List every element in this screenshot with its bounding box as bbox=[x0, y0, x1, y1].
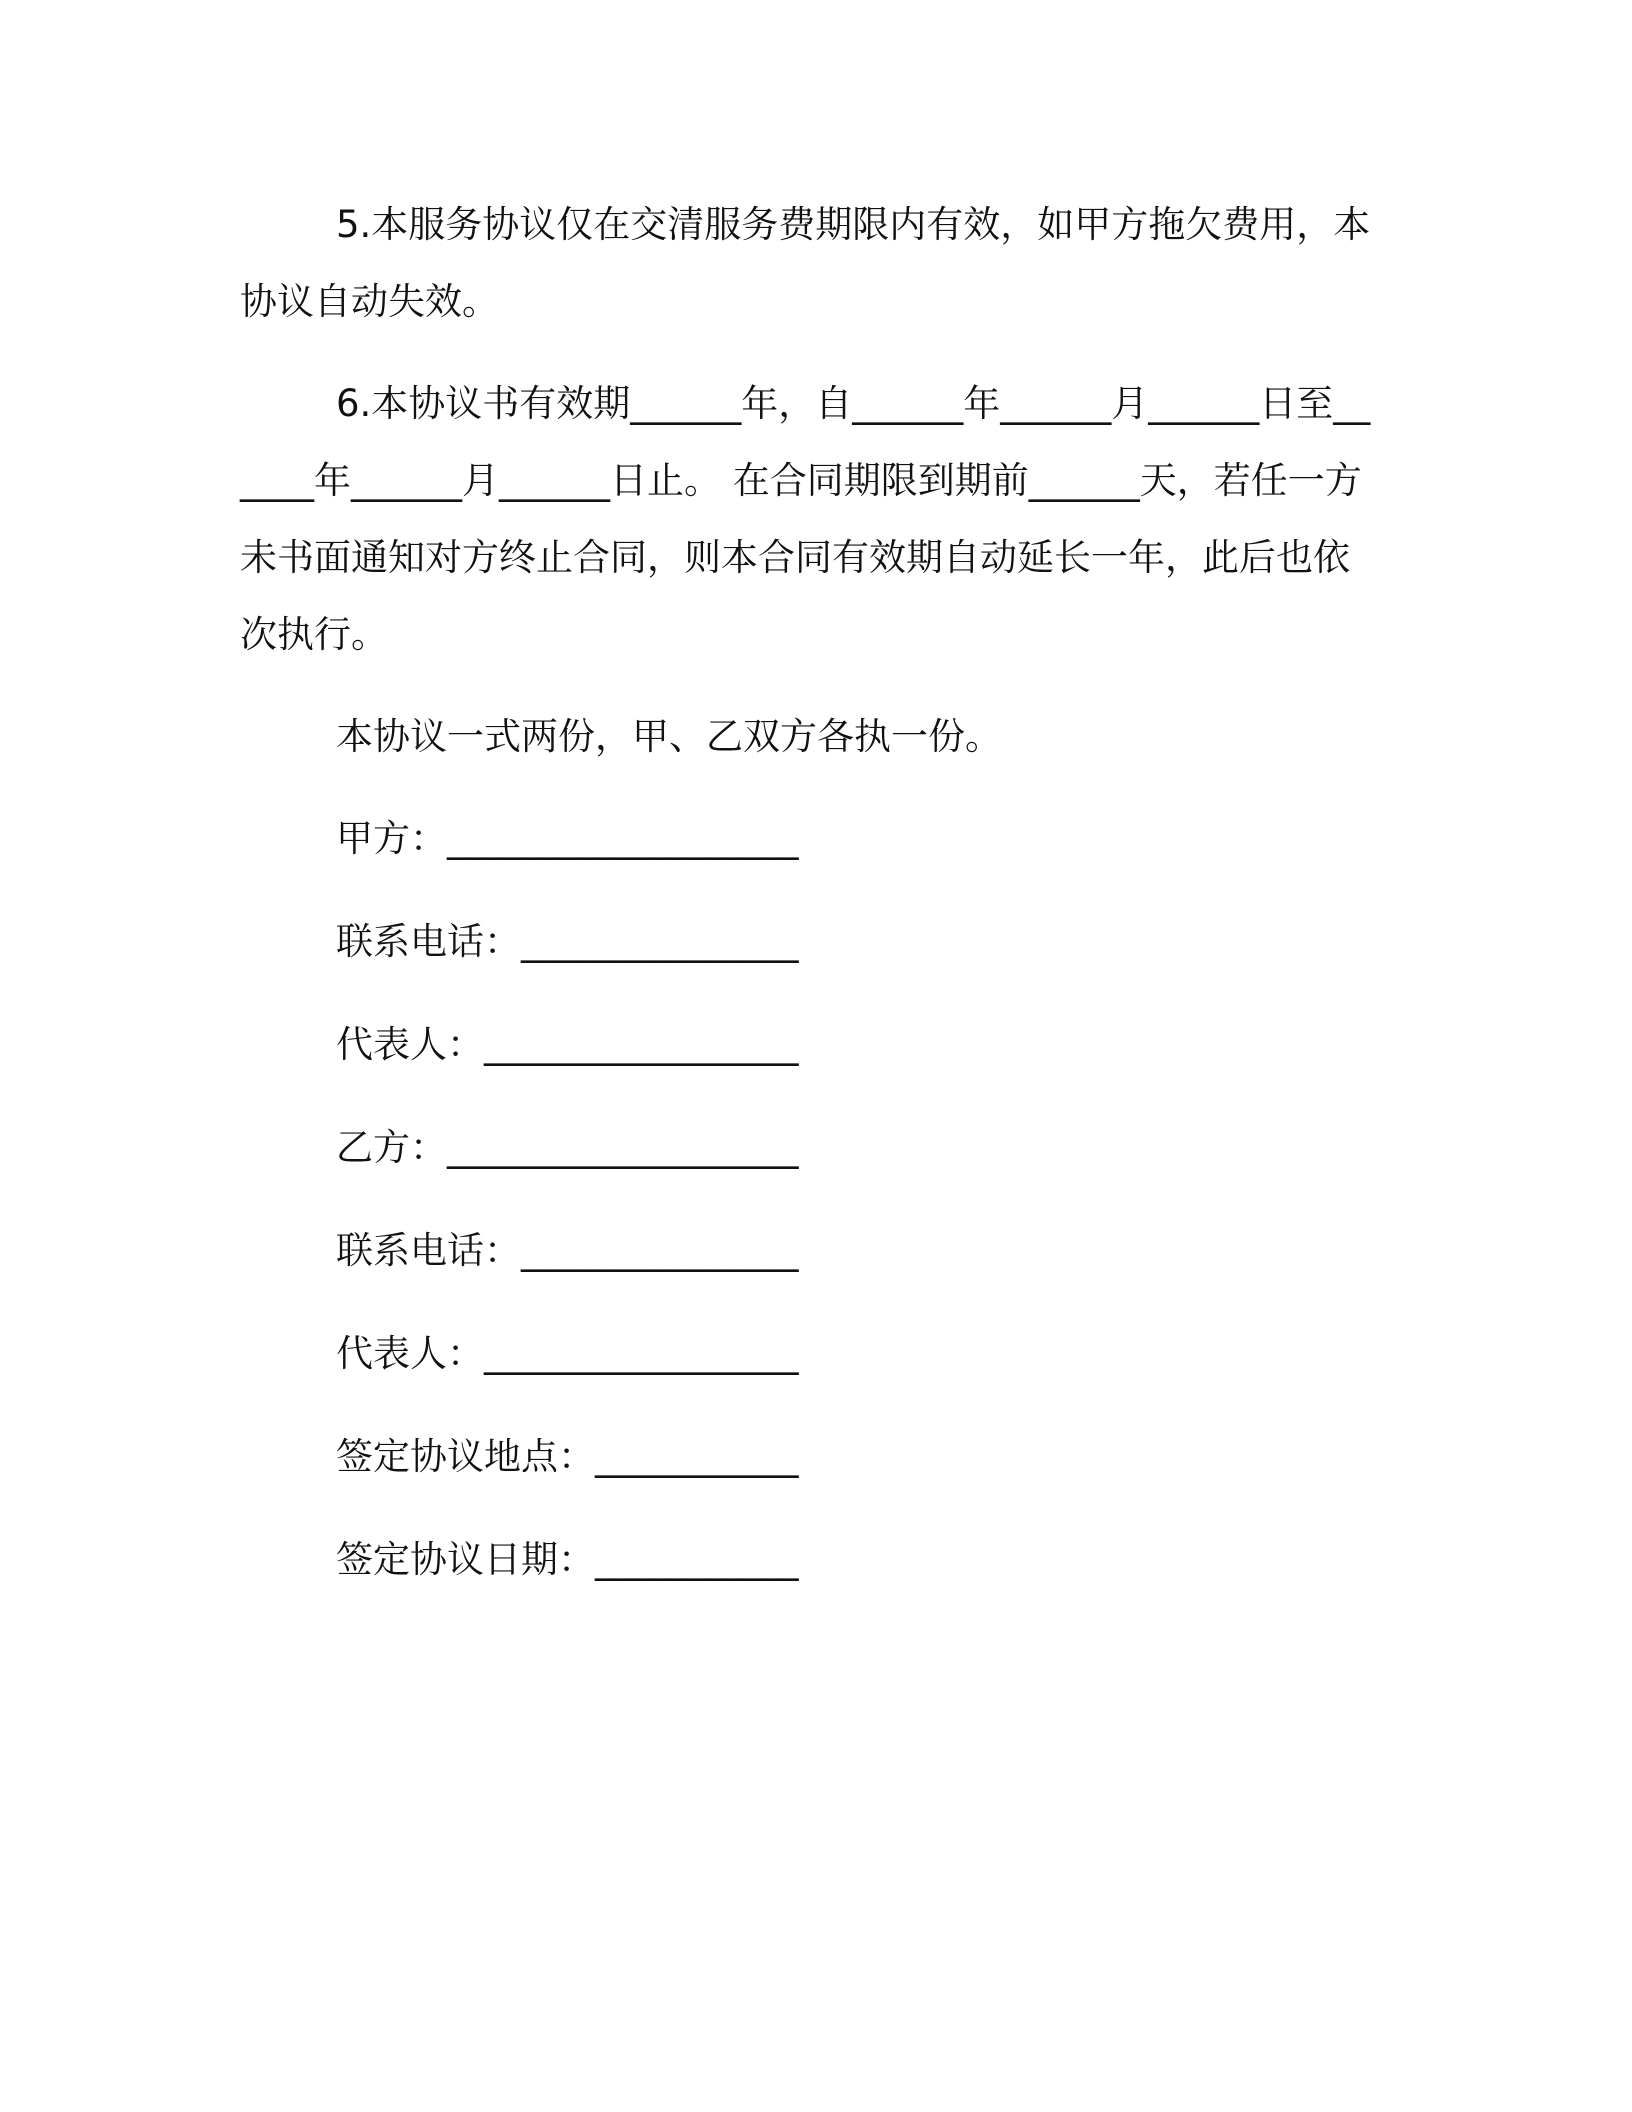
copies-paragraph: 本协议一式两份，甲、乙双方各执一份。 bbox=[336, 715, 1002, 758]
signing-date-blank: ___________ bbox=[595, 1538, 799, 1581]
party-a-label: 甲方： bbox=[336, 817, 447, 860]
party-b-phone-label: 联系电话： bbox=[336, 1229, 521, 1272]
party-b-blank: ___________________ bbox=[447, 1126, 799, 1169]
document-body bbox=[240, 186, 1380, 1624]
party-b-label: 乙方： bbox=[336, 1126, 447, 1169]
party-b-phone-blank: _______________ bbox=[521, 1229, 799, 1272]
party-a-rep-label: 代表人： bbox=[336, 1023, 484, 1066]
signing-place-label: 签定协议地点： bbox=[336, 1435, 595, 1478]
signing-place-blank: ___________ bbox=[595, 1435, 799, 1478]
party-a-rep-blank: _________________ bbox=[484, 1023, 799, 1066]
party-a-phone-line bbox=[240, 903, 1380, 1006]
clause-5-paragraph: 5.本服务协议仅在交清服务费期限内有效，如甲方拖欠费用，本协议自动失效。 bbox=[240, 203, 1371, 323]
signing-date-line bbox=[240, 1521, 1380, 1624]
party-b-phone-line bbox=[240, 1212, 1380, 1315]
party-a-line bbox=[240, 800, 1380, 903]
clause-6-paragraph: 6.本协议书有效期______年，自______年______月______日至______年______月______日止。 在合同期限到期前______天，若任一方未书面通知对方终止合同，则本合同有效期自动延长一年，此后也依次执行。 bbox=[240, 382, 1371, 656]
party-a-blank: ___________________ bbox=[447, 817, 799, 860]
signing-place-line bbox=[240, 1418, 1380, 1521]
party-b-rep-blank: _________________ bbox=[484, 1332, 799, 1375]
party-b-rep-label: 代表人： bbox=[336, 1332, 484, 1375]
party-a-rep-line bbox=[240, 1006, 1380, 1109]
party-b-rep-line bbox=[240, 1315, 1380, 1418]
party-a-phone-label: 联系电话： bbox=[336, 920, 521, 963]
party-b-line bbox=[240, 1109, 1380, 1212]
party-a-phone-blank: _______________ bbox=[521, 920, 799, 963]
signing-date-label: 签定协议日期： bbox=[336, 1538, 595, 1581]
